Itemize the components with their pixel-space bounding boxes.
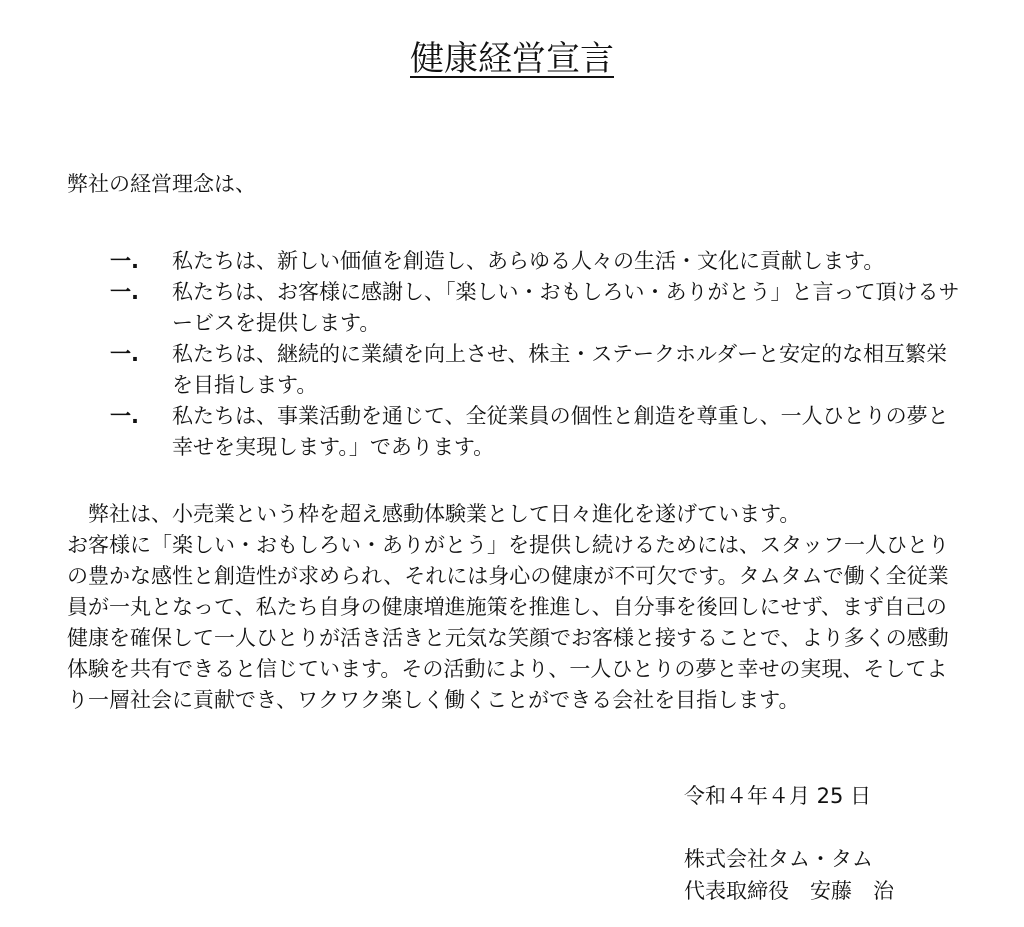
principle-item: [110, 277, 970, 339]
representative-name: 代表取締役 安藤 治: [684, 879, 894, 903]
document-title-text: 健康経営宣言: [410, 39, 614, 79]
document-title: [0, 34, 1024, 84]
principle-mark: 一.: [110, 280, 139, 304]
principles-list: [110, 246, 970, 463]
body-first-text: 弊社は、小売業という枠を超え感動体験業として日々進化を遂げています。: [88, 502, 801, 526]
principle-item: [110, 246, 970, 277]
principle-item: [110, 401, 970, 463]
principle-mark: 一.: [110, 342, 139, 366]
principle-text: 私たちは、継続的に業績を向上させ、株主・ステークホルダーと安定的な相互繁栄を目指します。: [172, 342, 948, 397]
principle-text: 私たちは、事業活動を通じて、全従業員の個性と創造を尊重し、一人ひとりの夢と幸せを実現します。」であります。: [172, 404, 949, 459]
principle-mark: 一.: [110, 404, 139, 428]
principle-item: [110, 339, 970, 401]
declaration-date: 令和４年４月 25 日: [684, 784, 872, 808]
principle-text: 私たちは、新しい価値を創造し、あらゆる人々の生活・文化に貢献します。: [172, 249, 885, 273]
signature-block: [684, 843, 894, 907]
body-paragraph: [67, 499, 962, 716]
principle-text: 私たちは、お客様に感謝し、「楽しい・おもしろい・ありがとう」と言って頂けるサービスを提供します。: [172, 280, 960, 335]
body-first-line: [67, 499, 962, 530]
intro-text: 弊社の経営理念は、: [67, 172, 256, 196]
principle-mark: 一.: [110, 249, 139, 273]
body-rest-text: お客様に「楽しい・おもしろい・ありがとう」を提供し続けるためには、スタッフ一人ひとりの豊かな感性と創造性が求められ、それには身心の健康が不可欠です。タムタムで働く全従業員が一丸となって、私たち自身の健康増進施策を推進し、自分事を後回しにせず、まず自己の健康を確保して一人ひとりが活き活きと元気な笑顔でお客様と接することで、より多くの感動体験を共有できると信じています。その活動により、一人ひとりの夢と幸せの実現、そしてより一層社会に貢献でき、ワクワク楽しく働くことができる会社を目指します。: [67, 533, 949, 712]
company-name: 株式会社タム・タム: [684, 847, 873, 871]
